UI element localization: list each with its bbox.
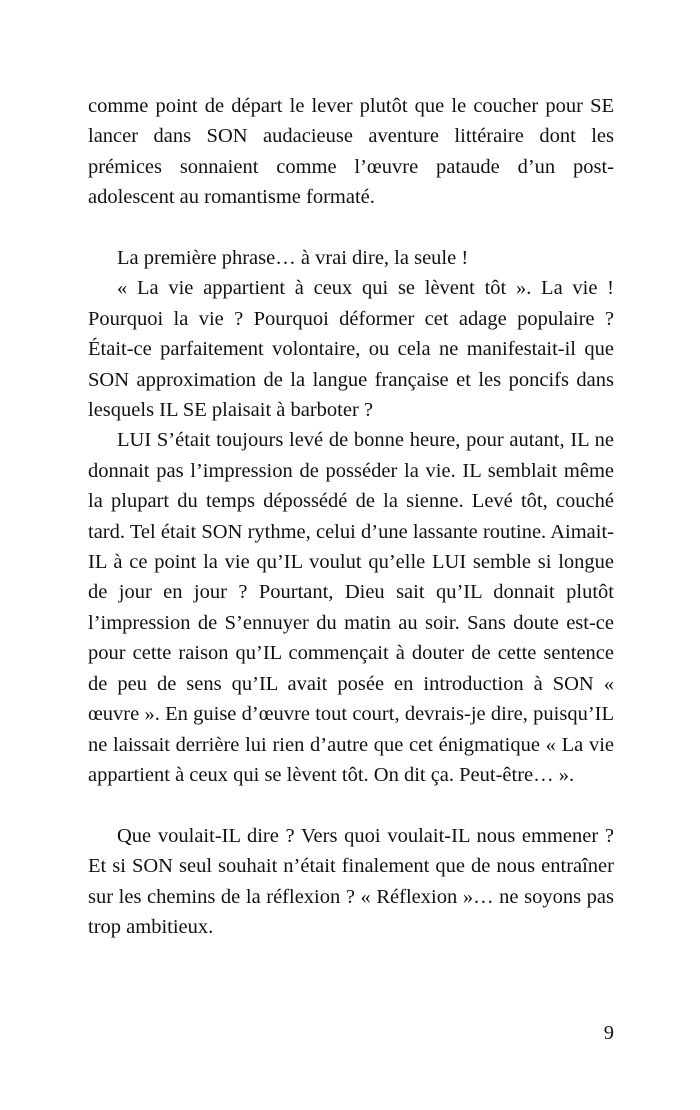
page-body (88, 91, 614, 942)
page-number: 9 (603, 1022, 614, 1044)
paragraph-first-sentence: La première phrase… à vrai dire, la seule ! (117, 247, 469, 270)
paragraph-quote: « La vie appartient à ceux qui se lèvent tôt ». La vie ! Pourquoi la vie ? Pourquoi déformer cet adage populaire ? Était-ce parfaitement volontaire, ou cela ne manifestait-il que SON approximation de la langue française et les poncifs dans lesquels IL SE plaisait à barboter ? (88, 277, 614, 422)
paragraph-break (88, 790, 614, 820)
paragraph-break (88, 213, 614, 243)
paragraph-question: Que voulait-IL dire ? Vers quoi voulait-IL nous emmener ? Et si SON seul souhait n’était finalement que de nous entraîner sur les chemins de la réflexion ? « Réflexion »… ne soyons pas trop ambitieux. (88, 824, 614, 938)
paragraph-lui: LUI S’était toujours levé de bonne heure, pour autant, IL ne donnait pas l’impression de posséder la vie. IL semblait même la plupart du temps dépossédé de la sienne. Levé tôt, couché tard. Tel était SON rythme, celui d’une lassante routine. Aimait-IL à ce point la vie qu’IL voulut qu’elle LUI semble si longue de jour en jour ? Pourtant, Dieu sait qu’IL donnait plutôt l’impression de S’ennuyer du matin au soir. Sans doute est-ce pour cette raison qu’IL commençait à douter de cette sentence de peu de sens qu’IL avait posée en introduction à SON « œuvre ». En guise d’œuvre tout court, devrais-je dire, puisqu’IL ne laissait derrière lui rien d’autre que cet énigmatique « La vie appartient à ceux qui se lèvent tôt. On dit ça. Peut-être… ». (88, 429, 614, 786)
paragraph-continuation: comme point de départ le lever plutôt que le coucher pour SE lancer dans SON audacieuse aventure littéraire dont les prémices sonnaient comme l’œuvre pataude d’un post-adolescent au romantisme formaté. (88, 95, 614, 209)
